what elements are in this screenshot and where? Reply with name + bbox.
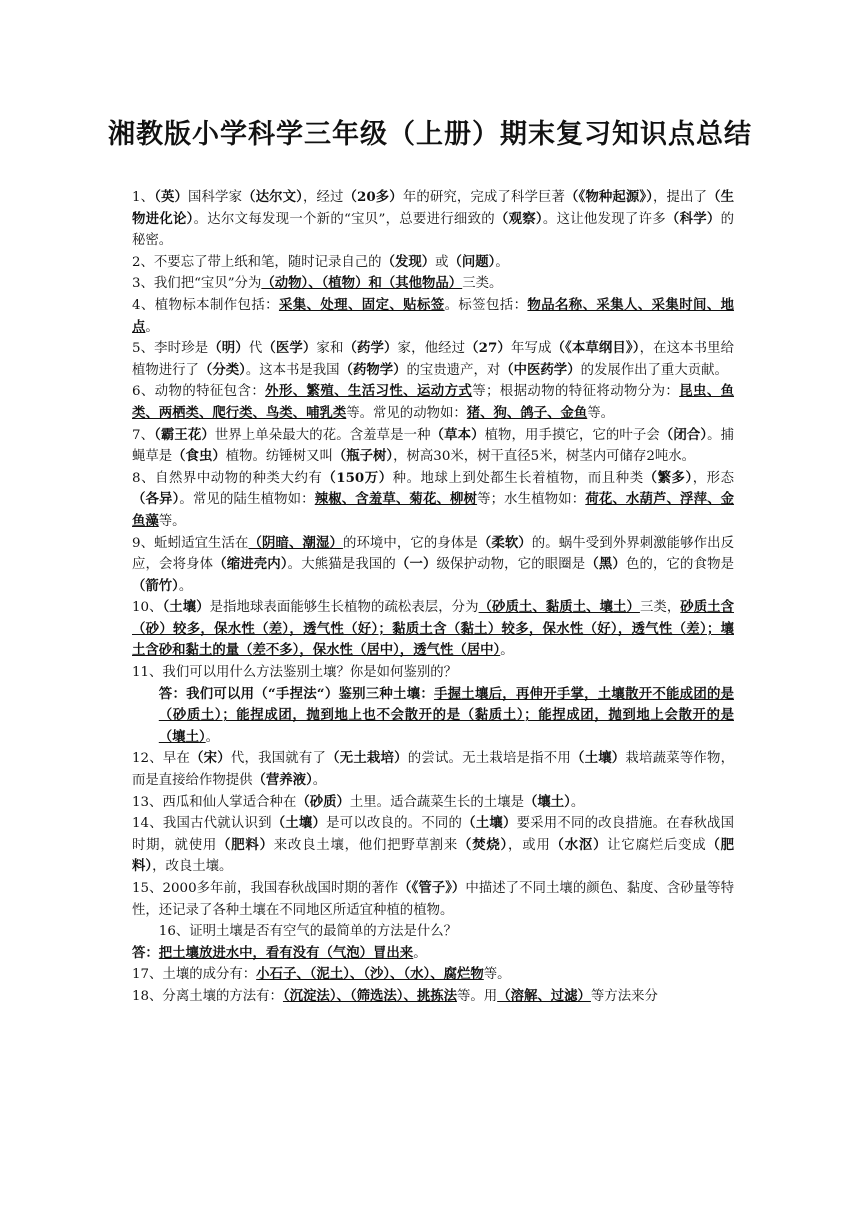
bold-answer: （《本草纲目》） — [551, 340, 640, 357]
bold-answer: （无土栽培） — [326, 750, 408, 767]
paragraph-9 — [132, 533, 734, 598]
bold-answer: （土壤） — [271, 815, 327, 832]
bold-answer: （肥料） — [132, 836, 735, 875]
bold-answer: 答： — [132, 944, 159, 961]
text-run: 年写成 — [510, 341, 552, 357]
paragraph-8 — [132, 468, 734, 533]
bold-answer — [467, 405, 588, 421]
text-run: 色的，它的食物是 — [625, 557, 735, 573]
bold-answer: （明） — [208, 340, 249, 357]
text-run: 等。 — [158, 513, 186, 529]
text-run: 。 — [500, 643, 514, 659]
paragraph-20 — [132, 986, 734, 1008]
text-run: 等；根据动物的特征将动物分为： — [472, 384, 680, 400]
paragraph-7 — [132, 425, 734, 468]
text-run: 等方法来分 — [590, 988, 658, 1004]
text-run: ，在这本书里给植物进行了 — [132, 341, 735, 378]
text-run: 世界上单朵最大的花。含羞草是一种 — [214, 427, 431, 443]
text-run: 4、植物标本制作包括： — [132, 297, 279, 313]
text-run: 种。地球上到处都生长着植物，而且种类 — [392, 470, 644, 486]
underlined-answer: （溶解、过滤） — [497, 987, 591, 1004]
text-run: 年的研究，完成了科学巨著 — [402, 190, 566, 205]
text-run: 8、自然界中动物的种类大约有 — [132, 470, 323, 486]
text-run: 1、 — [132, 190, 155, 205]
bold-answer: （达尔文） — [242, 189, 303, 205]
bold-answer: （砂质） — [296, 793, 350, 810]
bold-answer: （闭合） — [659, 426, 708, 443]
bold-answer: （箭竹） — [132, 577, 179, 594]
underlined-answer: 猪、狗、鸽子、金鱼 — [466, 404, 588, 421]
underlined-answer: 荷花、水葫芦、浮萍、金鱼藻 — [132, 491, 735, 529]
bold-answer: （《管子》） — [398, 880, 466, 896]
text-run: 。 — [205, 729, 220, 745]
underlined-answer: 昆虫、鱼类、两栖类、爬行类、鸟类、哺乳类 — [132, 383, 735, 421]
text-run: 等；水生植物如： — [477, 492, 586, 508]
text-run: 的尝试。无土栽培是指不用 — [407, 751, 571, 767]
text-run: 植物。纺锤树又叫 — [225, 449, 333, 465]
bold-answer: （20多） — [343, 189, 403, 205]
text-run: 家和 — [316, 341, 344, 357]
bold-answer: （科学） — [665, 210, 721, 227]
text-run: 土里。适合蔬菜生长的土壤是 — [349, 794, 524, 810]
bold-answer: （宋） — [190, 750, 231, 767]
bold-answer: （营养液） — [252, 772, 313, 789]
text-run: 。大熊猫是我国的 — [287, 557, 396, 573]
text-run: 13、西瓜和仙人掌适合种在 — [132, 794, 297, 810]
bold-answer: （缩进壳内） — [213, 556, 288, 573]
paragraph-15 — [132, 813, 734, 878]
text-run: 。这让他发现了许多 — [542, 211, 666, 227]
text-run: 。 — [312, 773, 327, 789]
text-run: 。这本书是我国 — [245, 362, 340, 378]
bold-answer: （食虫） — [172, 448, 226, 465]
bold-answer: （水沤） — [550, 836, 608, 853]
text-run: 国科学家 — [188, 190, 243, 205]
text-run: 15、2000多年前，我国春秋战国时期的著作 — [132, 881, 399, 896]
paragraph-1 — [132, 187, 734, 252]
text-run: 代，我国就有了 — [230, 751, 327, 767]
text-run: 的环境中，它的身体是 — [342, 535, 478, 551]
text-run: 6、动物的特征包含： — [132, 384, 266, 400]
bold-answer — [315, 491, 477, 507]
document-body — [132, 187, 734, 1008]
text-run: 的发展作出了重大贡献。 — [580, 362, 728, 378]
bold-answer: （肥料） — [217, 836, 274, 853]
text-run: ，经过 — [302, 190, 344, 205]
text-run: 12、早在 — [132, 751, 191, 767]
bold-answer: （各异） — [132, 491, 180, 508]
bold-answer: （生物进化论） — [132, 189, 735, 227]
bold-answer — [249, 535, 343, 551]
text-run: 或 — [435, 254, 449, 270]
paragraph-12 — [132, 684, 734, 749]
text-run: 中描述了不同土壤的颜色、黏度、含砂量等特性，还记录了各种土壤在不同地区所适宜种植的植物。 — [132, 881, 734, 918]
bold-answer: （《物种起源》） — [565, 189, 654, 205]
bold-answer — [265, 383, 472, 399]
text-run: 家，他经过 — [397, 341, 466, 357]
text-run: 三类。 — [462, 276, 503, 292]
paragraph-13 — [132, 748, 734, 791]
text-run: ，改良土壤。 — [152, 859, 233, 875]
bold-answer: （土壤） — [570, 750, 626, 767]
bold-answer: （霸王花） — [154, 426, 215, 443]
underlined-answer: 物品名称、采集人、采集时间、地点 — [132, 296, 735, 335]
text-run: 。标签包括： — [444, 297, 528, 313]
bold-answer: （中医药学） — [500, 361, 581, 378]
text-run: 让它腐烂后变成 — [607, 837, 707, 853]
underlined-answer: 砂质土含（砂）较多，保水性（差），透气性（好）；黏质土含（黏土）较多，保水性（好），透气性（差）；壤土含砂和黏土的量（差不多），保水性（居中），透气性（居中） — [132, 599, 735, 659]
text-run: 10、 — [132, 600, 163, 616]
text-run: 。 — [413, 945, 427, 961]
text-run: 的。蜗牛受到外界刺激能够作出反应，会将身体 — [132, 535, 735, 573]
text-run: 3、我们把“宝贝”分为 — [132, 276, 262, 292]
text-run: 三类， — [639, 600, 681, 616]
underlined-answer: （阴暗、潮湿） — [248, 534, 343, 551]
text-run: ，或用 — [508, 837, 551, 853]
underlined-answer: 采集、处理、固定、贴标签 — [278, 296, 445, 313]
underlined-answer: 小石子、（泥土）、（沙）、（水）、腐烂物 — [256, 966, 484, 983]
paragraph-4 — [132, 295, 734, 338]
bold-answer: （药物学） — [339, 361, 407, 378]
text-run: 。 — [178, 578, 193, 594]
text-run: 。常见的陆生植物如： — [179, 492, 315, 508]
text-run: 16、证明土壤是否有空气的最简单的方法是什么？ — [158, 924, 458, 940]
page-title: 湘教版小学科学三年级（上册）期末复习知识点总结 — [108, 119, 752, 150]
text-run: 是可以改良的。不同的 — [326, 816, 463, 832]
text-run: 等。 — [483, 967, 511, 983]
bold-answer: （焚烧） — [458, 836, 509, 853]
paragraph-16 — [132, 878, 734, 921]
text-run: 。 — [570, 794, 585, 810]
bold-answer: （150万） — [322, 469, 393, 486]
bold-answer: （黑） — [585, 556, 626, 573]
text-run: ，形态 — [692, 470, 734, 486]
paragraph-14 — [132, 792, 734, 814]
text-run: 。 — [145, 319, 159, 335]
text-run: 11、我们可以用什么方法鉴别土壤？你是如何鉴别的？ — [132, 665, 458, 681]
text-run: 栽培蔬菜等作物，而是直接给作物提供 — [132, 751, 735, 789]
bold-answer: （药学） — [343, 340, 398, 357]
bold-answer: （柔软） — [477, 534, 532, 551]
text-run: ，树高30米，树干直径5米，树茎内可储存2吨水。 — [393, 449, 696, 465]
text-run: 。捕蝇草是 — [132, 427, 735, 465]
text-run: 17、土壤的成分有： — [132, 967, 257, 983]
text-run: 等。常见的动物如： — [346, 405, 467, 421]
bold-answer — [159, 945, 413, 961]
underlined-answer: 把土壤放进水中，看有没有（气泡）冒出来 — [158, 944, 414, 961]
bold-answer — [479, 599, 640, 615]
underlined-answer: （动物）、（植物）和（其他物品） — [261, 275, 463, 292]
text-run: 的秘密。 — [132, 211, 734, 249]
bold-answer: （发现） — [381, 253, 436, 270]
bold-answer — [261, 275, 462, 291]
bold-answer: 答：我们可以用（“手捏法“）鉴别三种土壤： — [158, 685, 435, 702]
paragraph-6 — [132, 381, 734, 424]
paragraph-17 — [132, 921, 734, 943]
text-run: 级保护动物，它的眼圈是 — [436, 557, 586, 573]
bold-answer: （壤土） — [523, 793, 571, 810]
paragraph-5 — [132, 338, 734, 381]
text-run: 要采用不同的改良措施。在春秋战国时期，就使用 — [132, 816, 735, 853]
paragraph-3 — [132, 273, 734, 295]
underlined-answer: 外形、繁殖、生活习性、运动方式 — [265, 383, 473, 400]
bold-answer: （观察） — [494, 210, 543, 227]
text-run: 等。用 — [457, 988, 498, 1004]
paragraph-10 — [132, 597, 734, 662]
bold-answer — [256, 966, 484, 982]
text-run: 植物，用手摸它，它的叶子会 — [484, 427, 660, 443]
text-run: 18、分离土壤的方法有： — [132, 988, 283, 1004]
text-run: 。 — [495, 254, 509, 270]
paragraph-2 — [132, 252, 734, 274]
text-run: 的宝贵遗产，对 — [406, 362, 501, 378]
text-run: 等。 — [587, 405, 615, 421]
text-run: 7、 — [132, 427, 155, 443]
bold-answer: （土壤） — [462, 815, 517, 832]
bold-answer: （27） — [465, 340, 511, 357]
text-run: 是指地球表面能够生长植物的疏松表层，分为 — [209, 600, 479, 616]
text-run: 代 — [248, 341, 263, 357]
bold-answer: （问题） — [448, 253, 496, 270]
underlined-answer: 辣椒、含羞草、菊花、柳树 — [314, 491, 478, 508]
bold-answer: （医学） — [262, 340, 317, 357]
bold-answer: （一） — [395, 556, 437, 573]
underlined-answer: （沉淀法）、（筛选法）、挑拣法 — [282, 987, 458, 1004]
text-run: 9、蚯蚓适宜生活在 — [132, 535, 249, 551]
bold-answer — [497, 988, 591, 1004]
bold-answer — [279, 297, 445, 313]
underlined-answer: （砂质土、黏质土、壤土） — [478, 599, 640, 616]
bold-answer: （土壤） — [162, 599, 210, 616]
paragraph-18 — [132, 943, 734, 965]
paragraph-11 — [132, 662, 734, 684]
text-run: ，提出了 — [653, 190, 708, 205]
text-run: 14、我国古代就认识到 — [132, 816, 272, 832]
text-run: 5、李时珍是 — [132, 341, 209, 357]
bold-answer: （繁多） — [643, 469, 693, 486]
text-run: 来改良土壤，他们把野草割来 — [273, 837, 459, 853]
bold-answer — [283, 988, 457, 1004]
bold-answer: （草本） — [430, 426, 485, 443]
bold-answer: （英） — [154, 189, 189, 205]
underlined-answer: 手握土壤后，再伸开手掌，土壤散开不能成团的是（砂质土）；能捏成团，抛到地上也不会散开的是（黏质土）；能捏成团，抛到地上会散开的是（壤土） — [158, 685, 734, 745]
bold-answer: （瓶子树） — [332, 448, 394, 465]
paragraph-19 — [132, 964, 734, 986]
bold-answer: （分类） — [198, 361, 246, 378]
text-run: 2、不要忘了带上纸和笔，随时记录自己的 — [132, 254, 382, 270]
text-run: 。达尔文每发现一个新的“宝贝”，总要进行细致的 — [193, 211, 495, 227]
